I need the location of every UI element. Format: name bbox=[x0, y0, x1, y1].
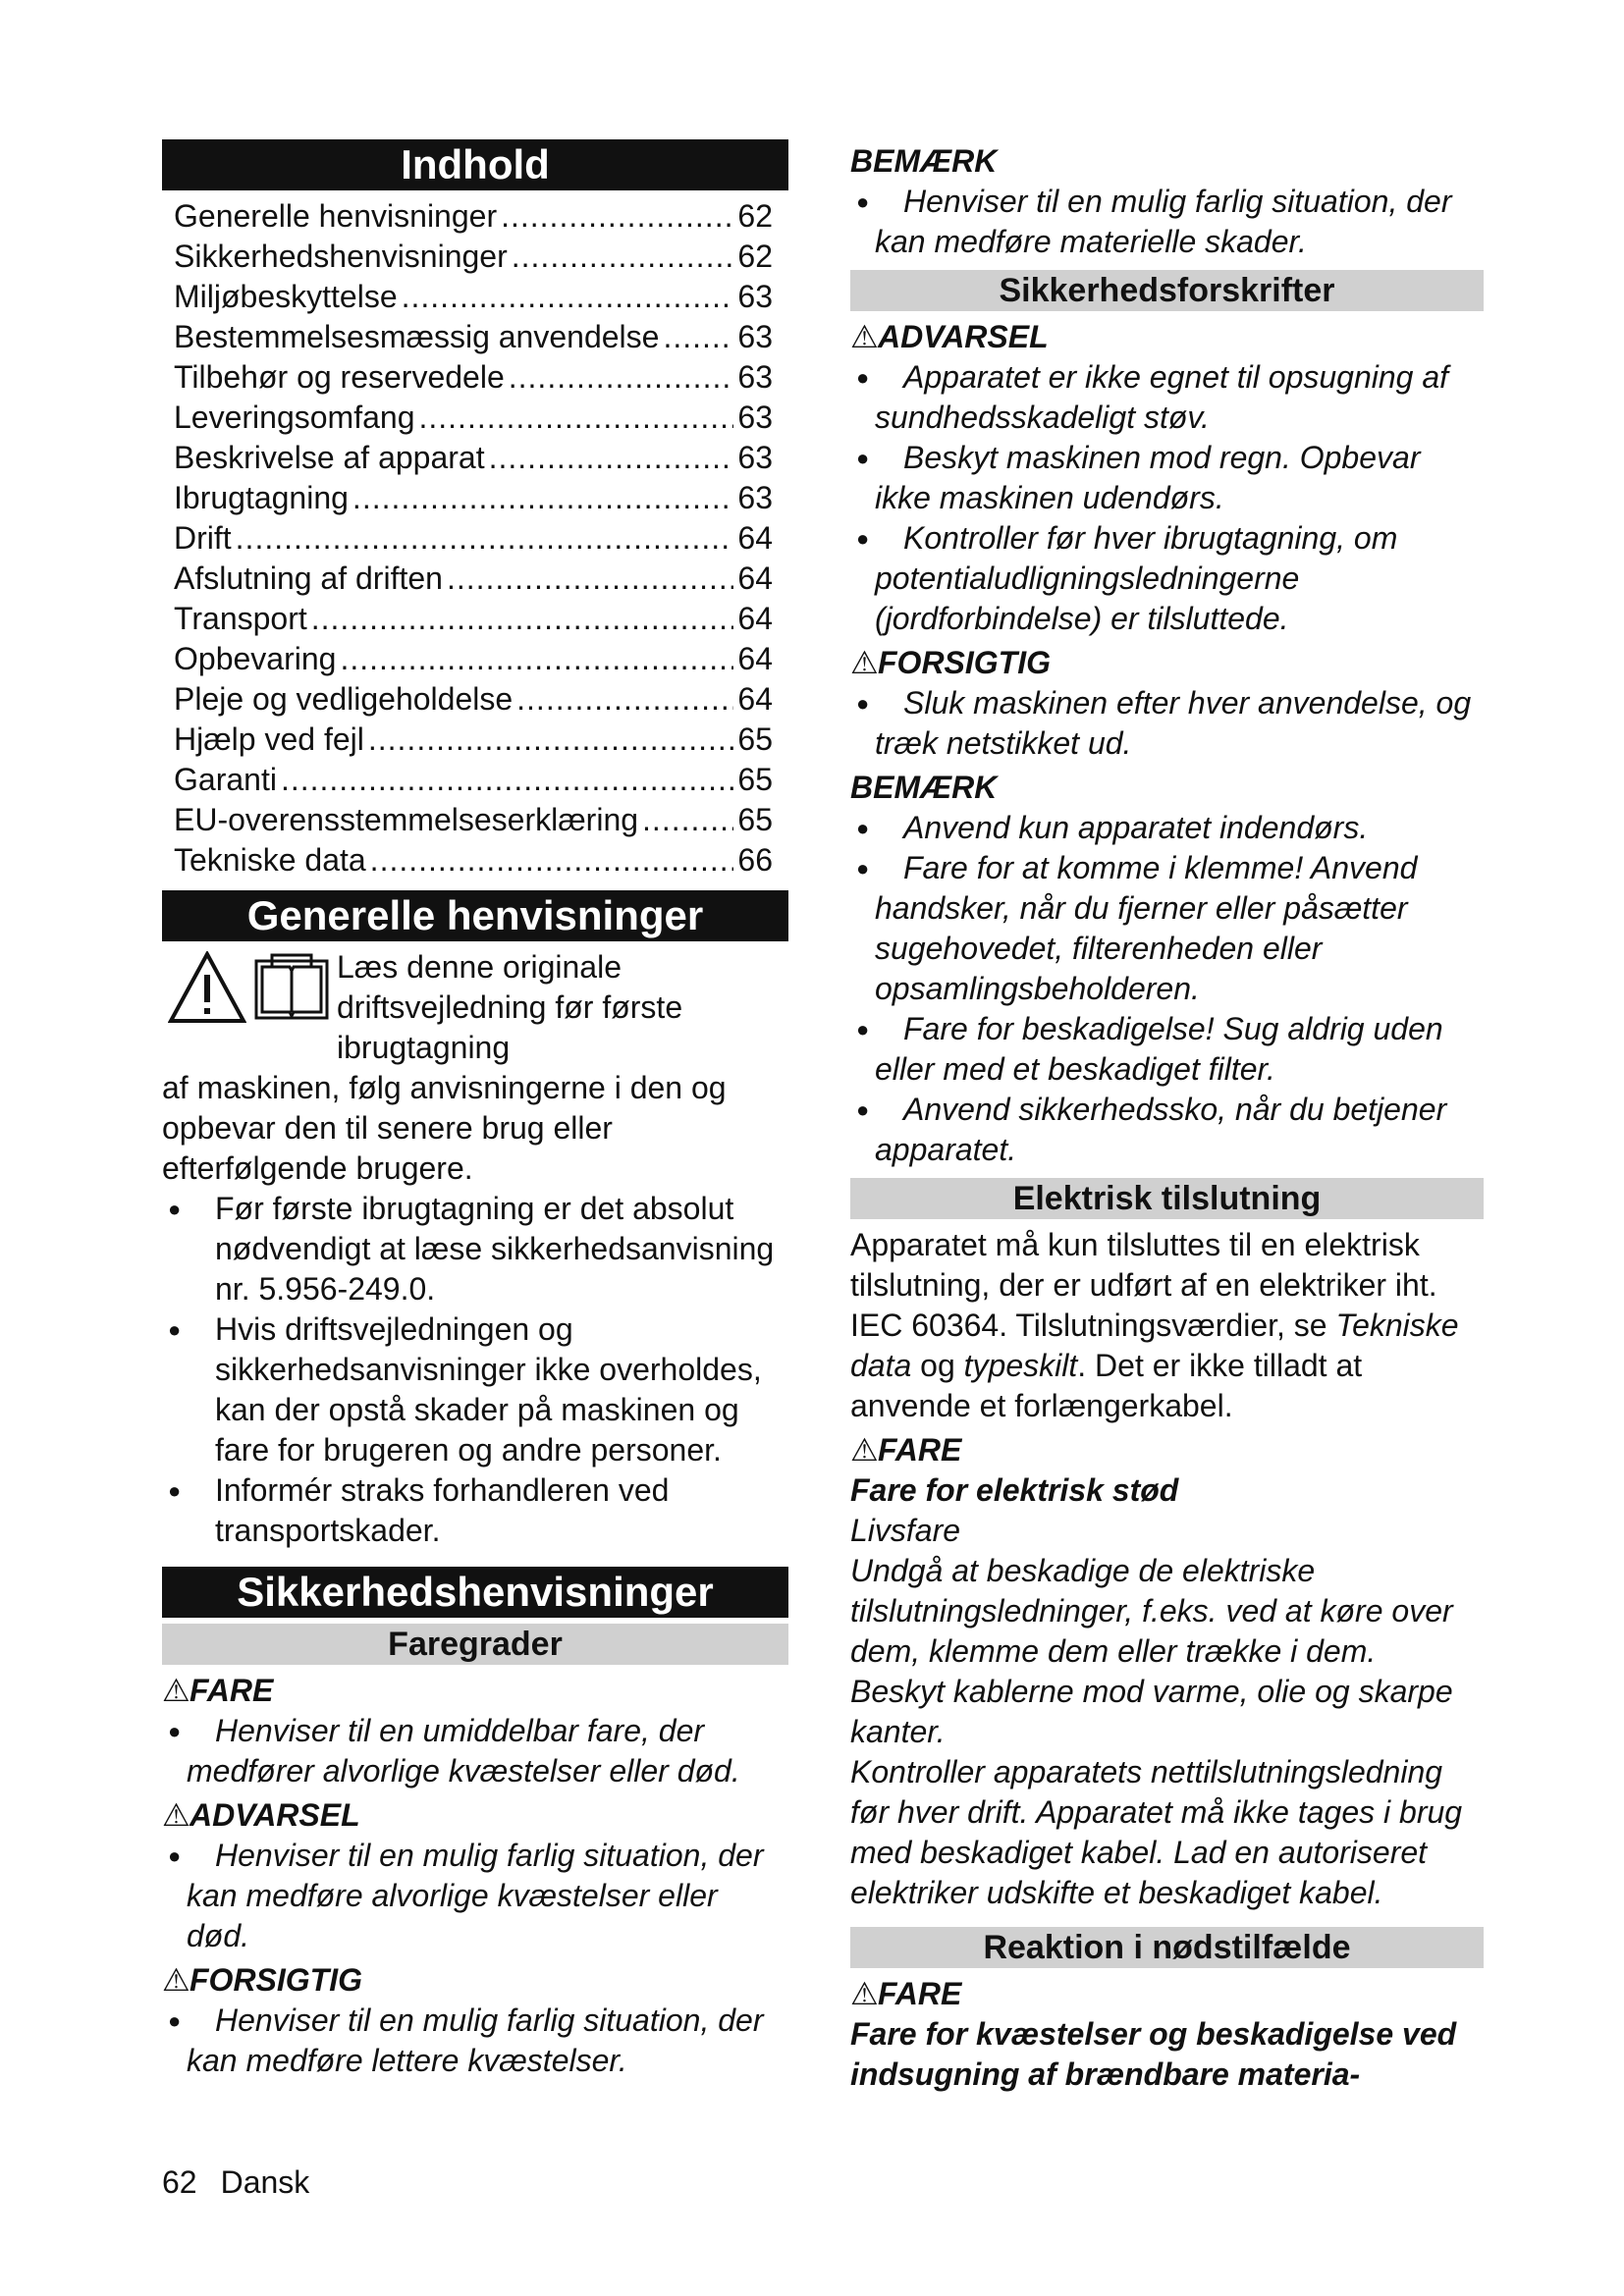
toc-entry-title: Bestemmelsesmæssig anvendelse bbox=[174, 319, 660, 354]
toc-leader-dots bbox=[509, 357, 734, 398]
electrical-fare-text: Kontroller apparatets nettilslutningsledning før hver drift. Apparatet må ikke tages i brug med beskadiget kabel. Lad en autoriseret elektriker udskifte et beskadiget kabel. bbox=[850, 1754, 1463, 1910]
warning-triangle-icon: ⚠ bbox=[850, 319, 879, 354]
toc-entry bbox=[174, 720, 773, 760]
list-item: ● Fare for beskadigelse! Sug aldrig uden eller med et beskadiget filter. bbox=[850, 1009, 1484, 1090]
tech-data-reference: Tekniske data bbox=[850, 1308, 1459, 1383]
toc-leader-dots bbox=[340, 639, 733, 679]
right-column bbox=[850, 137, 1484, 2095]
advarsel-label: ⚠ADVARSEL bbox=[850, 317, 1484, 357]
list-item: ● Før første ibrugtagning er det absolut nødvendigt at læse sikkerhedsanvisning nr. 5.956-249.0. bbox=[162, 1189, 788, 1309]
toc-entry bbox=[174, 840, 773, 881]
emergency-heading: Reaktion i nødstilfælde bbox=[850, 1927, 1484, 1968]
page-footer bbox=[162, 2163, 309, 2202]
warning-triangle-icon: ⚠ bbox=[162, 1673, 190, 1708]
advarsel-list bbox=[850, 357, 1484, 639]
warning-triangle-icon: ⚠ bbox=[850, 645, 879, 680]
toc-entry-page: 66 bbox=[737, 842, 773, 878]
list-item: ● Henviser til en mulig farlig situation, der kan medføre materielle skader. bbox=[850, 182, 1484, 262]
toc-leader-dots bbox=[236, 518, 734, 559]
list-item: ● Henviser til en mulig farlig situation, der kan medføre alvorlige kvæstelser eller død. bbox=[162, 1836, 788, 1956]
toc-leader-dots bbox=[311, 599, 734, 639]
advarsel-label: ⚠ADVARSEL bbox=[162, 1795, 788, 1836]
toc-entry-title: Transport bbox=[174, 601, 307, 636]
list-item: ● Apparatet er ikke egnet til opsugning af sundhedsskadeligt støv. bbox=[850, 357, 1484, 438]
intro-icons bbox=[168, 951, 331, 1024]
electrical-fare-sub: Livsfare bbox=[850, 1513, 961, 1548]
list-item: ● Beskyt maskinen mod regn. Opbevar ikke maskinen udendørs. bbox=[850, 438, 1484, 518]
toc-entry-title: Sikkerhedshenvisninger bbox=[174, 239, 508, 274]
toc-entry-title: Beskrivelse af apparat bbox=[174, 440, 485, 475]
toc-leader-dots bbox=[370, 840, 734, 881]
toc-entry bbox=[174, 438, 773, 478]
regulations-heading: Sikkerhedsforskrifter bbox=[850, 270, 1484, 311]
electrical-text: Apparatet må kun tilsluttes til en elektrisk tilslutning, der er udført af en elektriker iht. IEC 60364. Tilslutningsværdier, se Tekniske data og typeskilt. Det er ikke tilladt at anvende et forlængerkabel. bbox=[850, 1227, 1459, 1423]
warning-triangle-icon: ⚠ bbox=[850, 1976, 879, 2011]
toc-entry bbox=[174, 800, 773, 840]
type-plate-reference: typeskilt bbox=[963, 1348, 1078, 1383]
toc-entry-page: 64 bbox=[737, 561, 773, 596]
toc-entry bbox=[174, 760, 773, 800]
advarsel-list bbox=[162, 1836, 788, 1956]
toc-leader-dots bbox=[512, 237, 734, 277]
toc-entry-title: Hjælp ved fejl bbox=[174, 721, 364, 757]
list-item: ● Fare for at komme i klemme! Anvend handsker, når du fjerner eller påsætter sugehovedet, filterenheden eller opsamlingsbeholderen. bbox=[850, 848, 1484, 1009]
toc-leader-dots bbox=[281, 760, 733, 800]
toc-entry-title: Drift bbox=[174, 520, 232, 556]
table-of-contents bbox=[174, 196, 773, 881]
forsigtig-label: ⚠FORSIGTIG bbox=[850, 643, 1484, 683]
warning-triangle-icon: ⚠ bbox=[850, 1432, 879, 1468]
toc-entry-title: EU-overensstemmelseserklæring bbox=[174, 802, 639, 837]
toc-entry bbox=[174, 357, 773, 398]
toc-entry bbox=[174, 599, 773, 639]
electrical-fare-text: Beskyt kablerne mod varme, olie og skarpe kanter. bbox=[850, 1674, 1453, 1749]
faregrader-heading: Faregrader bbox=[162, 1624, 788, 1665]
manual-book-icon bbox=[252, 951, 331, 1024]
toc-entry-title: Garanti bbox=[174, 762, 277, 797]
fare-list bbox=[162, 1711, 788, 1791]
toc-entry-title: Tekniske data bbox=[174, 842, 366, 878]
toc-entry-page: 64 bbox=[737, 681, 773, 717]
toc-entry-title: Afslutning af driften bbox=[174, 561, 443, 596]
toc-entry-page: 64 bbox=[737, 641, 773, 676]
toc-entry-page: 63 bbox=[737, 319, 773, 354]
toc-entry bbox=[174, 518, 773, 559]
toc-leader-dots bbox=[642, 800, 733, 840]
general-intro bbox=[162, 947, 788, 1068]
toc-entry-title: Generelle henvisninger bbox=[174, 198, 498, 234]
toc-entry-title: Ibrugtagning bbox=[174, 480, 349, 515]
general-heading: Generelle henvisninger bbox=[162, 890, 788, 941]
list-item: ● Informér straks forhandleren ved transportskader. bbox=[162, 1470, 788, 1551]
toc-entry-page: 65 bbox=[737, 762, 773, 797]
toc-entry-page: 63 bbox=[737, 279, 773, 314]
toc-leader-dots bbox=[501, 196, 733, 237]
toc-entry bbox=[174, 478, 773, 518]
toc-entry-page: 62 bbox=[737, 239, 773, 274]
warning-triangle-icon bbox=[168, 951, 246, 1024]
bemaerk-label: BEMÆRK bbox=[850, 770, 998, 805]
toc-entry-title: Tilbehør og reservedele bbox=[174, 359, 505, 395]
general-bullet-list bbox=[162, 1189, 788, 1551]
toc-leader-dots bbox=[447, 559, 733, 599]
toc-entry-page: 63 bbox=[737, 440, 773, 475]
electrical-heading: Elektrisk tilslutning bbox=[850, 1178, 1484, 1219]
toc-entry bbox=[174, 679, 773, 720]
toc-entry-page: 65 bbox=[737, 721, 773, 757]
warning-triangle-icon: ⚠ bbox=[162, 1797, 190, 1833]
toc-entry-page: 65 bbox=[737, 802, 773, 837]
toc-entry bbox=[174, 317, 773, 357]
bemaerk-list bbox=[850, 808, 1484, 1170]
list-item: ● Anvend kun apparatet indendørs. bbox=[850, 808, 1484, 848]
toc-leader-dots bbox=[418, 398, 733, 438]
toc-entry bbox=[174, 398, 773, 438]
bemaerk-label: BEMÆRK bbox=[850, 143, 998, 179]
toc-entry-page: 62 bbox=[737, 198, 773, 234]
list-item: ● Hvis driftsvejledningen og sikkerhedsanvisninger ikke overholdes, kan der opstå skader på maskinen og fare for brugeren og andre personer. bbox=[162, 1309, 788, 1470]
list-item: ● Sluk maskinen efter hver anvendelse, og træk netstikket ud. bbox=[850, 683, 1484, 764]
toc-entry-page: 63 bbox=[737, 359, 773, 395]
list-item: ● Henviser til en umiddelbar fare, der medfører alvorlige kvæstelser eller død. bbox=[162, 1711, 788, 1791]
emergency-fare-title: Fare for kvæstelser og beskadigelse ved indsugning af brændbare materia- bbox=[850, 2016, 1457, 2092]
toc-entry bbox=[174, 639, 773, 679]
left-column bbox=[162, 137, 788, 2081]
warning-triangle-icon: ⚠ bbox=[162, 1962, 190, 1998]
list-item: ● Kontroller før hver ibrugtagning, om potentialudligningsledningerne (jordforbindelse) er tilsluttede. bbox=[850, 518, 1484, 639]
toc-entry-page: 64 bbox=[737, 601, 773, 636]
toc-entry-page: 64 bbox=[737, 520, 773, 556]
electrical-fare-text: Undgå at beskadige de elektriske tilslutningsledninger, f.eks. ved at køre over dem, klemme dem eller trække i dem. bbox=[850, 1553, 1453, 1669]
fare-label: ⚠FARE bbox=[850, 1430, 1484, 1470]
electrical-fare-title: Fare for elektrisk stød bbox=[850, 1472, 1179, 1508]
toc-heading: Indhold bbox=[162, 139, 788, 190]
bemaerk-list bbox=[850, 182, 1484, 262]
toc-entry-title: Leveringsomfang bbox=[174, 400, 415, 435]
forsigtig-list bbox=[162, 2001, 788, 2081]
toc-entry bbox=[174, 237, 773, 277]
toc-entry bbox=[174, 277, 773, 317]
toc-leader-dots bbox=[352, 478, 733, 518]
toc-entry-title: Pleje og vedligeholdelse bbox=[174, 681, 514, 717]
toc-entry-title: Opbevaring bbox=[174, 641, 337, 676]
forsigtig-list bbox=[850, 683, 1484, 764]
toc-leader-dots bbox=[402, 277, 734, 317]
toc-entry-page: 63 bbox=[737, 480, 773, 515]
fare-label: ⚠FARE bbox=[850, 1974, 1484, 2014]
toc-leader-dots bbox=[516, 679, 733, 720]
forsigtig-label: ⚠FORSIGTIG bbox=[162, 1960, 788, 2001]
safety-heading: Sikkerhedshenvisninger bbox=[162, 1567, 788, 1618]
list-item: ● Henviser til en mulig farlig situation, der kan medføre lettere kvæstelser. bbox=[162, 2001, 788, 2081]
language-label: Dansk bbox=[220, 2164, 310, 2200]
fare-label: ⚠FARE bbox=[162, 1671, 788, 1711]
toc-leader-dots bbox=[489, 438, 734, 478]
intro-text-wrap: Læs denne originale driftsvejledning før første ibrugtagning bbox=[337, 949, 683, 1065]
toc-entry bbox=[174, 196, 773, 237]
list-item: ● Anvend sikkerhedssko, når du betjener apparatet. bbox=[850, 1090, 1484, 1170]
toc-entry bbox=[174, 559, 773, 599]
intro-text-rest: af maskinen, følg anvisningerne i den og opbevar den til senere brug eller efterfølgende brugere. bbox=[162, 1070, 727, 1186]
toc-entry-page: 63 bbox=[737, 400, 773, 435]
page-number: 62 bbox=[162, 2164, 197, 2200]
toc-leader-dots bbox=[368, 720, 734, 760]
toc-leader-dots bbox=[663, 317, 733, 357]
toc-entry-title: Miljøbeskyttelse bbox=[174, 279, 398, 314]
